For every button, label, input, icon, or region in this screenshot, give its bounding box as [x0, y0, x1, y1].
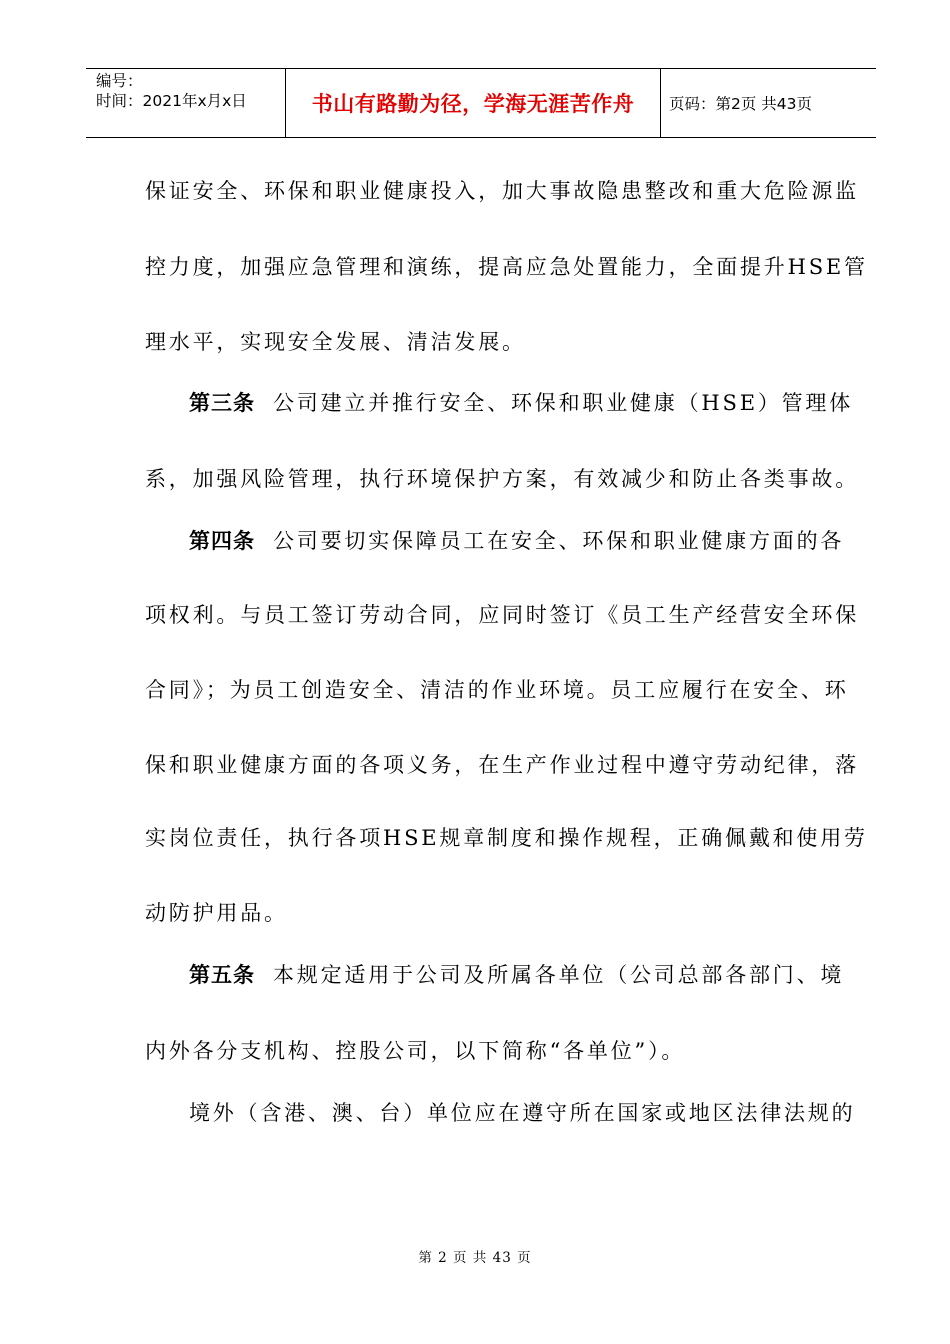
article-5-paragraph: [189, 960, 845, 990]
body-line: 内外各分支机构、控股公司，以下简称“各单位”）。: [145, 1039, 686, 1063]
body-line: 保和职业健康方面的各项义务，在生产作业过程中遵守劳动纪律，落: [145, 753, 859, 777]
page-footer: 第 2 页 共 43 页: [418, 1250, 532, 1266]
header-meta: [86, 69, 286, 137]
article-5-label: 第五条: [189, 963, 255, 987]
header-page-info: 页码：第2页 共43页: [669, 95, 813, 113]
page-header: [86, 68, 876, 138]
article-3-label: 第三条: [189, 391, 255, 415]
body-line: 境外（含港、澳、台）单位应在遵守所在国家或地区法律法规的: [189, 1101, 856, 1125]
body-line: 理水平，实现安全发展、清洁发展。: [145, 330, 526, 354]
body-line: 动防护用品。: [145, 901, 288, 925]
body-line: 本规定适用于公司及所属各单位（公司总部各部门、境: [273, 963, 845, 987]
body-line: 项权利。与员工签订劳动合同，应同时签订《员工生产经营安全环保: [145, 603, 859, 627]
body-line: 保证安全、环保和职业健康投入，加大事故隐患整改和重大危险源监: [145, 179, 859, 203]
article-3-paragraph: [189, 388, 854, 418]
body-line: 公司要切实保障员工在安全、环保和职业健康方面的各: [273, 529, 845, 553]
body-line: 控力度，加强应急管理和演练，提高应急处置能力，全面提升HSE管: [145, 255, 868, 279]
serial-number-label: 编号：: [96, 72, 143, 90]
body-line: 系，加强风险管理，执行环境保护方案，有效减少和防止各类事故。: [145, 467, 859, 491]
header-motto: 书山有路勤为径，学海无涯苦作舟: [286, 69, 661, 137]
date-label: 时间：2021年x月x日: [96, 92, 247, 110]
article-4-label: 第四条: [189, 529, 255, 553]
article-4-paragraph: [189, 526, 845, 556]
body-line: 合同》；为员工创造安全、清洁的作业环境。员工应履行在安全、环: [145, 678, 849, 702]
body-line: 实岗位责任，执行各项HSE规章制度和操作规程，正确佩戴和使用劳: [145, 826, 868, 850]
body-line: 公司建立并推行安全、环保和职业健康（HSE）管理体: [273, 391, 854, 415]
